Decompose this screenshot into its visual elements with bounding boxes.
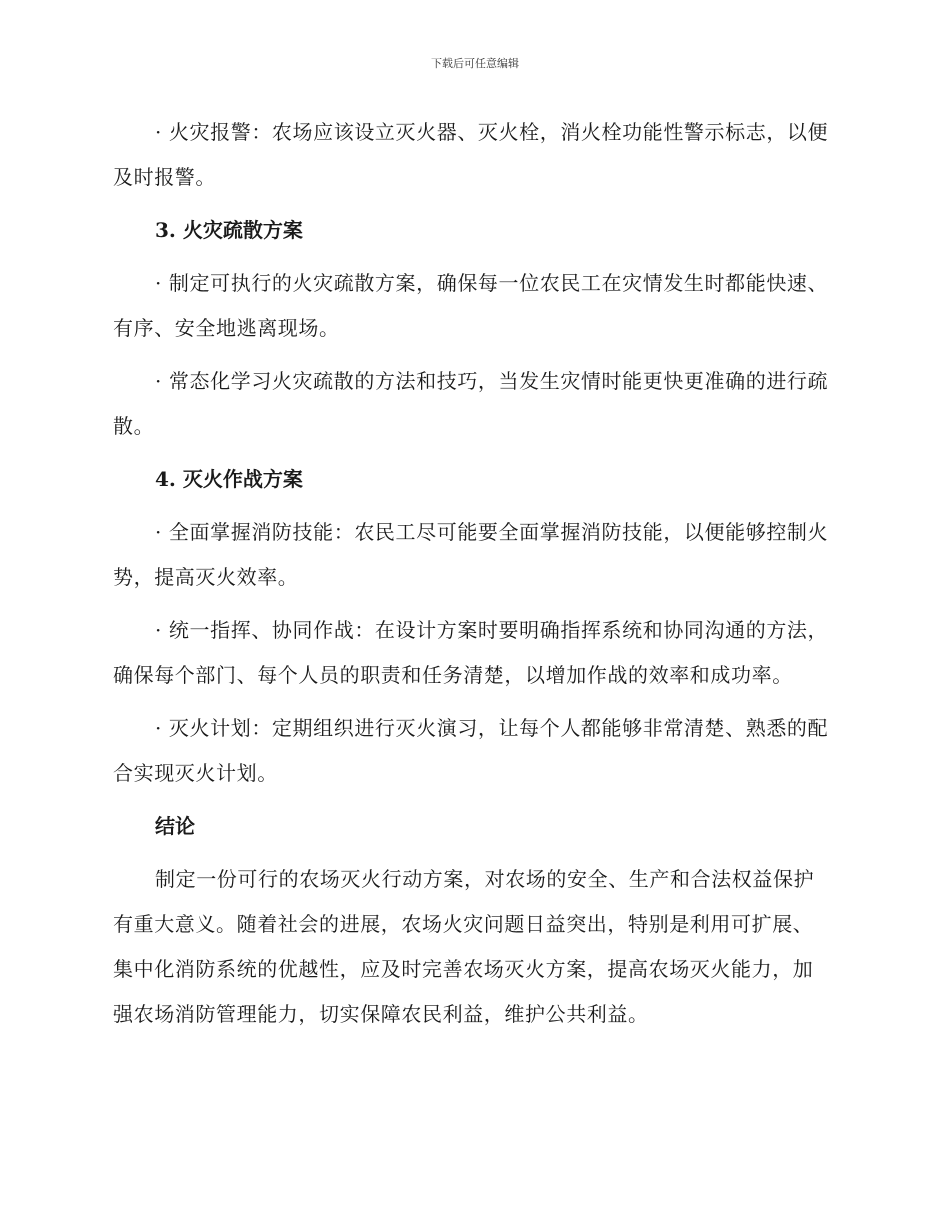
- paragraph-evacuation-2: · 常态化学习火灾疏散的方法和技巧，当发生灾情时能更快更准确的进行疏散。: [113, 369, 829, 438]
- heading-conclusion: 结论: [155, 814, 195, 838]
- heading-evacuation-plan: 3. 火灾疏散方案: [155, 218, 303, 242]
- heading-firefighting-plan: 4. 灭火作战方案: [155, 467, 303, 491]
- paragraph-firefighting-3: · 灭火计划：定期组织进行灭火演习，让每个人都能够非常清楚、熟悉的配合实现灭火计划。: [113, 716, 829, 785]
- paragraph-conclusion: 制定一份可行的农场灭火行动方案，对农场的安全、生产和合法权益保护有重大意义。随着社会的进展，农场火灾问题日益突出，特别是利用可扩展、集中化消防系统的优越性，应及时完善农场灭火方案，提高农场灭火能力，加强农场消防管理能力，切实保障农民利益，维护公共利益。: [113, 867, 815, 1026]
- paragraph-firefighting-1: · 全面掌握消防技能：农民工尽可能要全面掌握消防技能，以便能够控制火势，提高灭火效率。: [113, 520, 829, 589]
- page-header: 下载后可任意编辑: [431, 57, 519, 70]
- paragraph-firefighting-2: · 统一指挥、协同作战：在设计方案时要明确指挥系统和协同沟通的方法，确保每个部门、每个人员的职责和任务清楚，以增加作战的效率和成功率。: [113, 618, 829, 687]
- document-body: [113, 110, 833, 1045]
- paragraph-evacuation-1: · 制定可执行的火灾疏散方案，确保每一位农民工在灾情发生时都能快速、有序、安全地逃离现场。: [113, 271, 829, 340]
- paragraph-fire-alarm: · 火灾报警：农场应该设立灭火器、灭火栓，消火栓功能性警示标志，以便及时报警。: [113, 120, 829, 189]
